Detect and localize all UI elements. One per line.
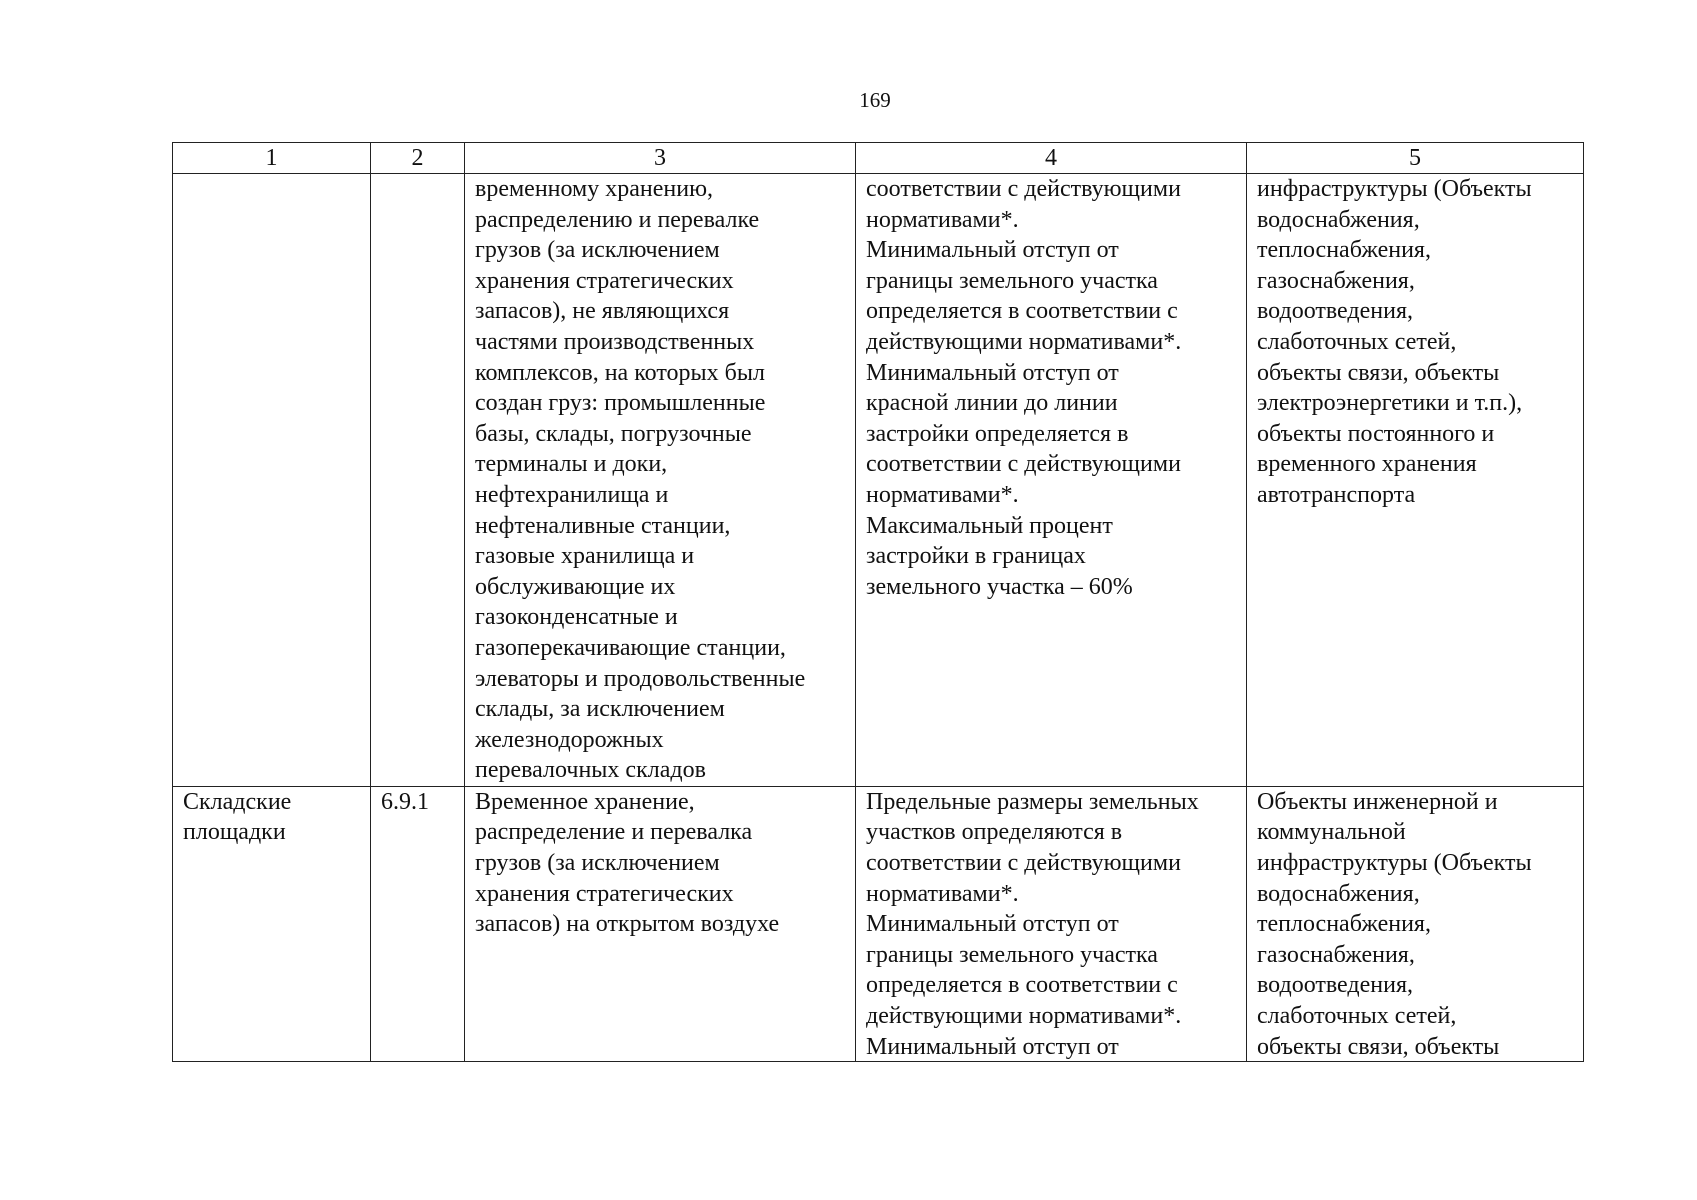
- header-col-3: 3: [465, 143, 856, 174]
- header-col-5: 5: [1247, 143, 1584, 174]
- parameters-cell: [856, 786, 1247, 1061]
- parameters-cell: [856, 174, 1247, 787]
- use-code-cell: [371, 174, 465, 787]
- page-number: 169: [859, 88, 891, 112]
- use-name-text: Складские площадки: [183, 788, 292, 846]
- use-description-text: временному хранению, распределению и перевалке грузов (за исключением хранения стратегических запасов), не являющихся частями производственных комплексов, на которых был создан груз: промышленные базы, склады, погрузочные терминалы и доки, нефтехранилища и нефтеналивные станции, газовые хранилища и обслуживающие их газоконденсатные и газоперекачивающие станции, элеваторы и продовольственные склады, за исключением железнодорожных перевалочных складов: [475, 176, 806, 784]
- use-name-cell: [173, 174, 371, 787]
- header-col-2: 2: [371, 143, 465, 174]
- parameters-text: Предельные размеры земельных участков определяются в соответствии с действующими нормативами*. Минимальный отступ от границы земельного участка определяется в соответствии с действующими нормативами*. Минимальный отступ от: [866, 788, 1199, 1060]
- use-description-text: Временное хранение, распределение и перевалка грузов (за исключением хранения стратегических запасов) на открытом воздухе: [475, 788, 780, 938]
- zoning-table: [172, 142, 1584, 1062]
- use-description-cell: [465, 786, 856, 1061]
- header-col-4: 4: [856, 143, 1247, 174]
- header-col-1: 1: [173, 143, 371, 174]
- table-header-row: [173, 143, 1584, 174]
- table-row: [173, 786, 1584, 1061]
- auxiliary-uses-text: инфраструктуры (Объекты водоснабжения, теплоснабжения, газоснабжения, водоотведения, слаботочных сетей, объекты связи, объекты электроэнергетики и т.п.), объекты постоянного и временного хранения автотранспорта: [1257, 176, 1532, 508]
- parameters-text: соответствии с действующими нормативами*. Минимальный отступ от границы земельного участка определяется в соответствии с действующими нормативами*. Минимальный отступ от красной линии до линии застройки определяется в соответствии с действующими нормативами*. Максимальный процент застройки в границах земельного участка – 60%: [866, 176, 1182, 600]
- use-name-cell: [173, 786, 371, 1061]
- auxiliary-uses-text: Объекты инженерной и коммунальной инфраструктуры (Объекты водоснабжения, теплоснабжения, газоснабжения, водоотведения, слаботочных сетей, объекты связи, объекты: [1257, 788, 1532, 1060]
- use-code-cell: [371, 786, 465, 1061]
- table-row: [173, 174, 1584, 787]
- auxiliary-uses-cell: [1247, 786, 1584, 1061]
- use-description-cell: [465, 174, 856, 787]
- auxiliary-uses-cell: [1247, 174, 1584, 787]
- use-code-text: 6.9.1: [381, 788, 429, 815]
